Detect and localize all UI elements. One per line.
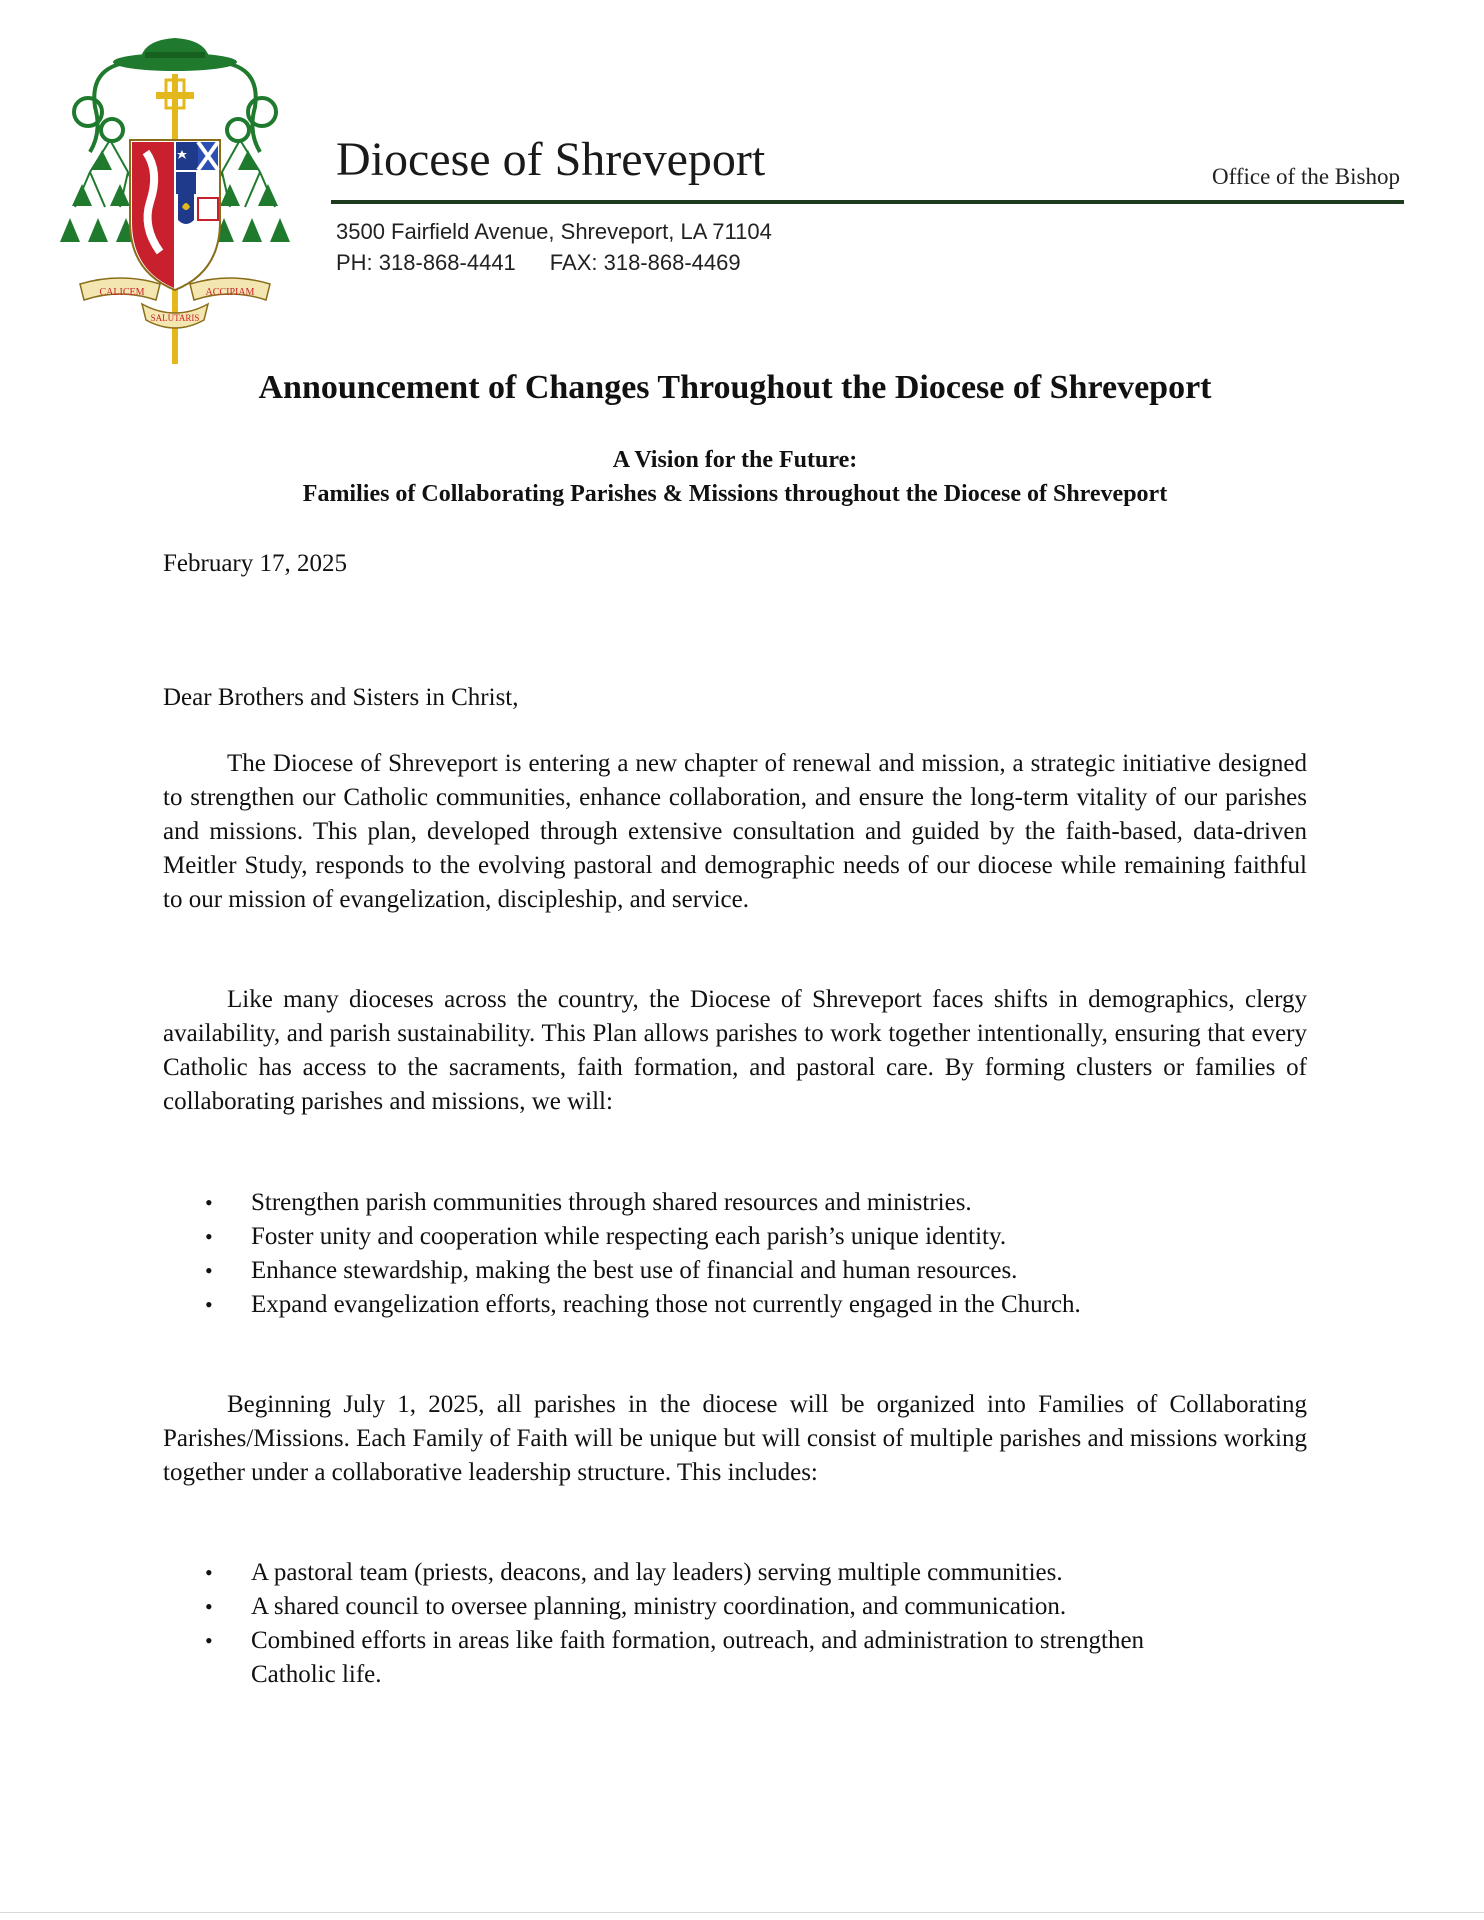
bullet-icon: • <box>205 1190 213 1215</box>
list-item: • A pastoral team (priests, deacons, and lay leaders) serving multiple communities. <box>163 1556 1223 1590</box>
salutation: Dear Brothers and Sisters in Christ, <box>163 684 519 711</box>
list-item: • Enhance stewardship, making the best use of financial and human resources. <box>163 1254 1223 1288</box>
letter-date: February 17, 2025 <box>163 550 347 577</box>
bullet-icon: • <box>205 1292 213 1317</box>
motto-bottom: SALUTARIS <box>150 313 200 323</box>
page-edge-line <box>0 1912 1484 1913</box>
bullet-icon: • <box>205 1560 213 1585</box>
bullet-icon: • <box>205 1258 213 1283</box>
street-address: 3500 Fairfield Avenue, Shreveport, LA 71104 <box>336 219 772 244</box>
list-item: • A shared council to oversee planning, ministry coordination, and communication. <box>163 1590 1223 1624</box>
goals-list <box>163 1186 1223 1322</box>
diocese-coat-of-arms <box>50 22 300 372</box>
letterhead-divider <box>331 200 1404 204</box>
subtitle-line-2: Families of Collaborating Parishes & Missions throughout the Diocese of Shreveport <box>302 481 1168 507</box>
paragraph-intro: The Diocese of Shreveport is entering a new chapter of renewal and mission, a strategic initiative designed to strengthen our Catholic communities, enhance collaboration, and ensure the long-term vitality of our parishes and missions. This plan, developed through extensive consultation and guided by the faith-based, data-driven Meitler Study, responds to the evolving pastoral and demographic needs of our diocese while remaining faithful to our mission of evangelization, discipleship, and service. <box>163 750 1307 913</box>
motto-right: ACCIPIAM <box>205 287 255 298</box>
document-title: Announcement of Changes Throughout the Diocese of Shreveport <box>258 369 1212 406</box>
contact-numbers <box>336 248 741 277</box>
paragraph-challenges: Like many dioceses across the country, the Diocese of Shreveport faces shifts in demographics, clergy availability, and parish sustainability. This Plan allows parishes to work together intentionally, ensuring that every Catholic has access to the sacraments, faith formation, and pastoral care. By forming clusters or families of collaborating parishes and missions, we will: <box>163 986 1307 1115</box>
motto-left: CALICEM <box>99 287 145 298</box>
list-item: • Combined efforts in areas like faith formation, outreach, and administration to strengthen Catholic life. <box>163 1624 1223 1692</box>
office-label: Office of the Bishop <box>1211 164 1400 189</box>
bullet-icon: • <box>205 1628 213 1653</box>
list-item: • Expand evangelization efforts, reaching those not currently engaged in the Church. <box>163 1288 1223 1322</box>
list-item: • Foster unity and cooperation while respecting each parish’s unique identity. <box>163 1220 1223 1254</box>
subtitle-line-1: A Vision for the Future: <box>612 447 858 473</box>
bullet-icon: • <box>205 1224 213 1249</box>
list-item: • Strengthen parish communities through shared resources and ministries. <box>163 1186 1223 1220</box>
bullet-icon: • <box>205 1594 213 1619</box>
phone-number: PH: 318-868-4441 <box>336 250 516 275</box>
fax-number: FAX: 318-868-4469 <box>549 250 741 275</box>
organization-name: Diocese of Shreveport <box>336 133 766 186</box>
structure-list <box>163 1556 1223 1692</box>
paragraph-families: Beginning July 1, 2025, all parishes in the diocese will be organized into Families of Collaborating Parishes/Missions. Each Family of Faith will be unique but will consist of multiple parishes and missions working together under a collaborative leadership structure. This includes: <box>163 1391 1307 1486</box>
